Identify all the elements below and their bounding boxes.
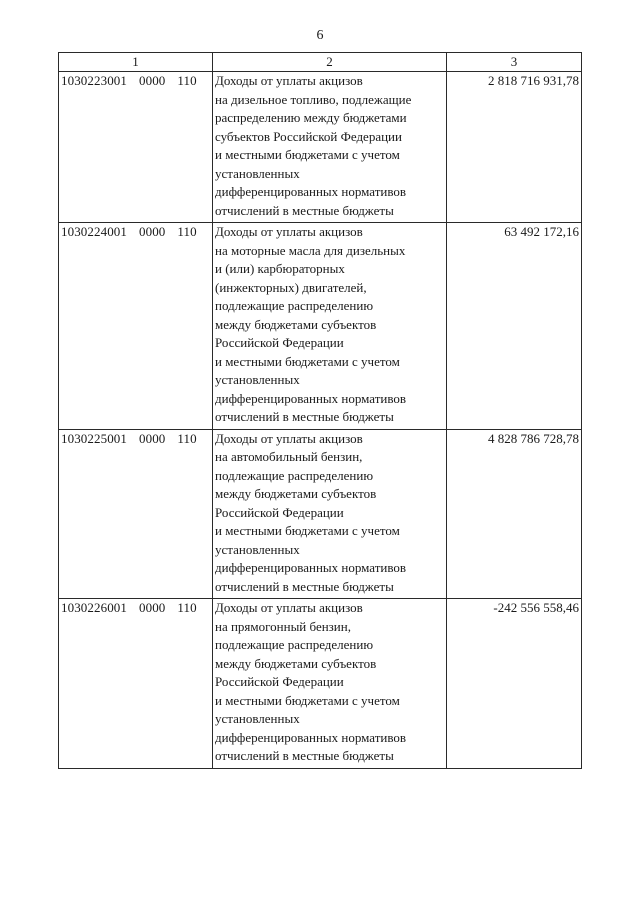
revenue-code-cell <box>59 72 213 223</box>
description-line: (инжекторных) двигателей, <box>215 279 367 295</box>
revenue-description-cell <box>213 599 447 769</box>
description-line: на дизельное топливо, подлежащие <box>215 91 412 107</box>
revenue-code-part: 110 <box>177 600 197 615</box>
revenue-code-cell <box>59 223 213 430</box>
description-line: установленных <box>215 711 300 726</box>
description-line: и местными бюджетами с учетом <box>215 353 400 369</box>
description-line: субъектов Российской Федерации <box>215 128 402 144</box>
revenue-amount-cell: 63 492 172,16 <box>447 223 582 430</box>
revenue-code-part: 0000 <box>139 73 166 88</box>
description-line: Российской Федерации <box>215 504 344 520</box>
column-header-3: 3 <box>447 53 582 72</box>
revenue-code-part: 1030225001 <box>61 430 127 446</box>
description-line: подлежащие распределению <box>215 637 374 652</box>
description-line: дифференцированных нормативов <box>215 729 407 745</box>
column-header-1: 1 <box>59 53 213 72</box>
description-line: на автомобильный бензин, <box>215 449 363 464</box>
description-line: между бюджетами субъектов <box>215 316 377 332</box>
description-line: отчислений в местные бюджеты <box>215 578 394 594</box>
revenue-code-part: 1030226001 <box>61 600 127 615</box>
description-line: и местными бюджетами с учетом <box>215 692 400 708</box>
table-row <box>59 72 582 223</box>
page-number: 6 <box>316 28 324 43</box>
description-line: установленных <box>215 165 300 181</box>
description-line: распределению между бюджетами <box>215 110 407 125</box>
revenue-amount-cell: -242 556 558,46 <box>447 599 582 769</box>
description-line: между бюджетами субъектов <box>215 486 377 501</box>
revenue-code-part: 110 <box>177 224 197 239</box>
revenue-code-part: 110 <box>177 73 197 88</box>
revenue-code-part: 1030223001 <box>61 73 127 88</box>
description-line: дифференцированных нормативов <box>215 560 407 575</box>
description-line: дифференцированных нормативов <box>215 184 407 199</box>
description-line: между бюджетами субъектов <box>215 655 377 671</box>
description-line: Доходы от уплаты акцизов <box>215 430 363 446</box>
revenue-code-part: 0000 <box>139 224 166 239</box>
description-line: Доходы от уплаты акцизов <box>215 600 363 615</box>
budget-revenue-table <box>58 52 582 769</box>
description-line: дифференцированных нормативов <box>215 390 407 406</box>
description-line: отчислений в местные бюджеты <box>215 748 394 763</box>
description-line: Российской Федерации <box>215 335 344 350</box>
description-line: установленных <box>215 372 300 387</box>
description-line: Доходы от уплаты акцизов <box>215 224 363 239</box>
revenue-code-part: 110 <box>177 430 197 446</box>
description-line: и (или) карбюраторных <box>215 261 345 276</box>
description-line: на прямогонный бензин, <box>215 618 351 634</box>
revenue-description-cell <box>213 429 447 599</box>
revenue-code-part: 0000 <box>139 430 166 446</box>
revenue-description-cell <box>213 72 447 223</box>
column-header-2: 2 <box>213 53 447 72</box>
description-line: отчислений в местные бюджеты <box>215 409 394 424</box>
description-line: и местными бюджетами с учетом <box>215 147 400 162</box>
revenue-amount-cell: 4 828 786 728,78 <box>447 429 582 599</box>
table-row <box>59 223 582 430</box>
table-body <box>59 72 582 769</box>
description-line: Доходы от уплаты акцизов <box>215 73 363 88</box>
revenue-code-cell <box>59 429 213 599</box>
revenue-code-part: 1030224001 <box>61 224 127 239</box>
description-line: установленных <box>215 541 300 557</box>
table-row <box>59 429 582 599</box>
description-line: отчислений в местные бюджеты <box>215 202 394 218</box>
revenue-amount-cell: 2 818 716 931,78 <box>447 72 582 223</box>
table-row <box>59 599 582 769</box>
revenue-code-part: 0000 <box>139 600 166 615</box>
table-header-row <box>59 53 582 72</box>
description-line: подлежащие распределению <box>215 467 374 483</box>
description-line: и местными бюджетами с учетом <box>215 523 400 538</box>
description-line: Российской Федерации <box>215 674 344 689</box>
description-line: подлежащие распределению <box>215 298 374 313</box>
revenue-code-cell <box>59 599 213 769</box>
description-line: на моторные масла для дизельных <box>215 242 406 258</box>
revenue-description-cell <box>213 223 447 430</box>
